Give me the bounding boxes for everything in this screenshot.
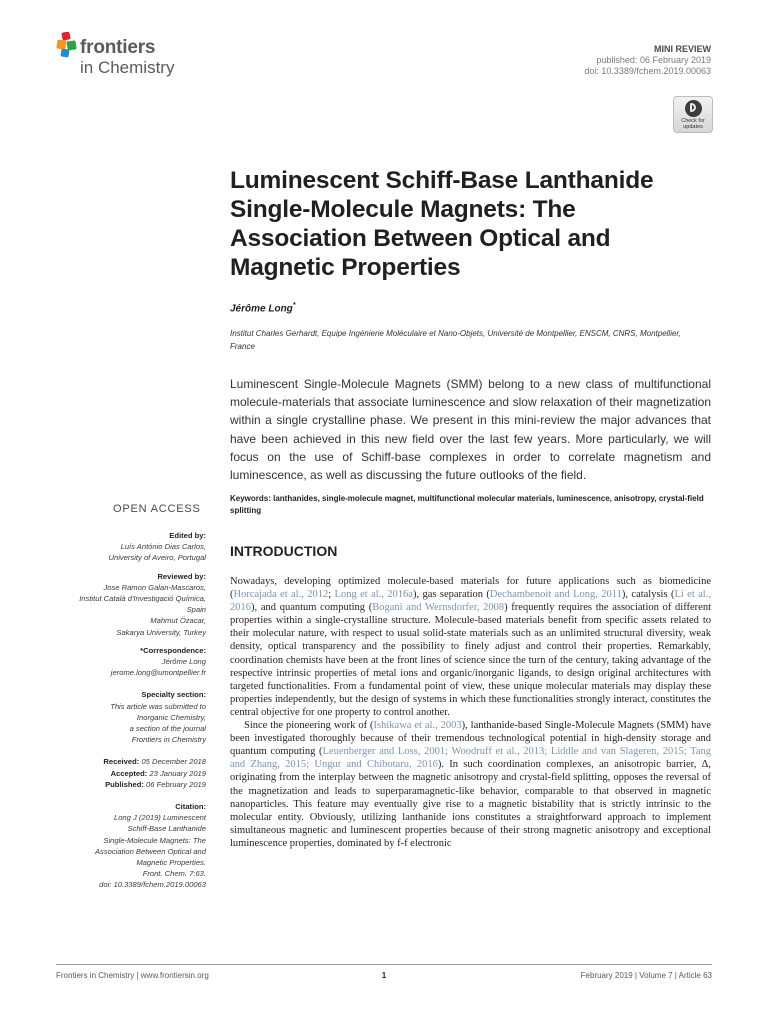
reference-link[interactable]: Horcajada et al., 2012 bbox=[233, 589, 329, 601]
citation-doi[interactable]: doi: 10.3389/fchem.2019.00063 bbox=[99, 880, 206, 890]
citation-label: Citation: bbox=[175, 802, 206, 812]
correspondence-label: *Correspondence: bbox=[140, 645, 206, 655]
introduction-heading: INTRODUCTION bbox=[230, 543, 338, 559]
reference-link[interactable]: Bogani and Wernsdorfer, 2008 bbox=[372, 602, 505, 614]
received-row bbox=[36, 756, 206, 767]
footer-divider bbox=[56, 964, 712, 965]
accepted-label: Accepted: bbox=[110, 768, 148, 778]
logo-word-journal: in Chemistry bbox=[80, 58, 175, 77]
check-updates-label: Check for updates bbox=[681, 118, 705, 130]
article-type: MINI REVIEW bbox=[653, 44, 711, 54]
frontiers-logo-icon bbox=[56, 32, 80, 58]
reference-link[interactable]: Leuenberger and Loss, 2001; Woodruff et al., 2013; Liddle and van Slageren, 2015; Tang and Zhang, 2015; Ungur and Chibotaru, 2016 bbox=[230, 746, 711, 771]
check-for-updates-button[interactable] bbox=[673, 96, 713, 133]
accepted-date: 23 January 2019 bbox=[149, 768, 206, 778]
reviewer-2-name: Mahmut Özacar, bbox=[150, 616, 206, 626]
citation-line-3: Single-Molecule Magnets: The bbox=[103, 835, 206, 845]
article-info-sidebar bbox=[36, 530, 206, 891]
citation-line-4: Association Between Optical and bbox=[94, 846, 206, 856]
author-name: Jérôme Long bbox=[230, 303, 293, 315]
editor-affiliation: University of Aveiro, Portugal bbox=[108, 553, 206, 563]
article-meta-header bbox=[584, 44, 711, 77]
specialty-line-2: Inorganic Chemistry, bbox=[136, 712, 206, 722]
published-label: Published: bbox=[105, 779, 144, 789]
page-number: 1 bbox=[381, 971, 387, 980]
abstract: Luminescent Single-Molecule Magnets (SMM) belong to a new class of multifunctional molecule-materials that associate luminescence and slow relaxation of their magnetization within a single crystalline phase. We present in this mini-review the major advances that have been achieved in this new field over the last few years. More particularly, we will focus on the use of Schiff-base complexes in order to correlate magnetism and luminescence, as well as discussing the future outlooks of the field. bbox=[230, 377, 711, 483]
reviewer-1-name: Jose Ramon Galan-Mascaros, bbox=[103, 582, 206, 592]
received-label: Received: bbox=[103, 757, 140, 767]
edited-by-label: Edited by: bbox=[169, 531, 206, 540]
footer-issue-info: February 2019 | Volume 7 | Article 63 bbox=[580, 971, 712, 980]
paragraph-1: Nowadays, developing optimized molecule-based materials for future applications such as biomedicine (Horcajada et al., 2012; Long et al., 2016a), gas separation (Dechambenoit and Long, 2011), catalysis (Li et al., 2016), and quantum computing (Bogani and Wernsdorfer, 2008) frequently requires the association of different properties within a single-crystalline structure. Molecule-based materials benefit from specific assets related to their molecular nature, with respect to usual solid-state materials such as an unlimited structural diversity, weak density, optical transparency and the possibility to finely adjust and control their properties. Remarkably, coordination chemists have been at the front lines of science since the turn of the century, taking advantage of the respective intrinsic properties of metal ions and organic/inorganic ligands, to design original architectures with targeted functionalities. From a fundamental point of view, these unique molecular materials may display these properties independently, but the design of systems in which these functionalities strongly interact, constitutes the central objective for one property to control another. bbox=[230, 576, 711, 718]
reference-link[interactable]: Dechambenoit and Long, 2011 bbox=[489, 589, 622, 601]
published-row bbox=[36, 779, 206, 790]
reviewer-2-affiliation: Sakarya University, Turkey bbox=[116, 627, 206, 637]
footer-journal-link[interactable]: Frontiers in Chemistry | www.frontiersin.org bbox=[56, 971, 209, 980]
correspondence-email[interactable]: jerome.long@umontpellier.fr bbox=[110, 668, 206, 678]
reference-link[interactable]: Li et al., 2016 bbox=[230, 589, 711, 614]
reference-link[interactable]: Ishikawa et al., 2003 bbox=[373, 720, 462, 732]
article-title: Luminescent Schiff-Base Lanthanide Single-Molecule Magnets: The Association Between Optical and Magnetic Properties bbox=[230, 167, 654, 281]
paragraph-2: Since the pioneering work of (Ishikawa et al., 2003), lanthanide-based Single-Molecule Magnets (SMM) have been investigated thoroughly because of their tremendous technological potential in high-density storage and quantum computing (Leuenberger and Loss, 2001; Woodruff et al., 2013; Liddle and van Slageren, 2015; Tang and Zhang, 2015; Ungur and Chibotaru, 2016). In such coordination complexes, an anisotropic barrier, Δ, originating from the interplay between the magnetic anisotropy and crystal-field splitting, opposes the reversal of the magnetization and leads to superparamagnetic-like behavior, comparable to that observed in magnetic nanoparticles. This feature may eventually give rise to a magnetic bistability that is strictly intrinsic to the molecular entity. Obviously, utilizing lanthanide ions constitutes a straightforward approach to implement simultaneous magnetic and luminescent properties because of their strong magnetic anisotropy and exceptional luminescence properties, dominated by f-f electronic bbox=[230, 720, 711, 849]
citation-line-6: Front. Chem. 7:63. bbox=[142, 869, 206, 879]
published-date: published: 06 February 2019 bbox=[596, 55, 711, 65]
open-access-label: OPEN ACCESS bbox=[113, 503, 201, 515]
doi[interactable]: doi: 10.3389/fchem.2019.00063 bbox=[584, 66, 711, 76]
reviewer-1-affiliation: Institut Català d'Investigació Química, bbox=[79, 594, 206, 604]
author-correspondence-mark: * bbox=[292, 302, 296, 309]
specialty-line-4: Frontiers in Chemistry bbox=[131, 735, 206, 745]
received-date: 05 December 2018 bbox=[141, 757, 206, 767]
specialty-line-1: This article was submitted to bbox=[110, 701, 206, 711]
journal-logo[interactable] bbox=[56, 32, 196, 80]
citation-line-2: Schiff-Base Lanthanide bbox=[127, 824, 206, 834]
citation-line-1: Long J (2019) Luminescent bbox=[113, 813, 206, 823]
reference-link[interactable]: Long et al., 2016a bbox=[334, 589, 413, 601]
author[interactable] bbox=[230, 302, 296, 314]
specialty-line-3: a section of the journal bbox=[129, 724, 206, 734]
logo-word-frontiers: frontiers bbox=[80, 37, 156, 58]
accepted-row bbox=[36, 768, 206, 779]
correspondence-name: Jérôme Long bbox=[161, 657, 206, 667]
editor-name: Luís António Dias Carlos, bbox=[120, 542, 206, 552]
body-text bbox=[230, 575, 711, 850]
published-date-sidebar: 06 February 2019 bbox=[146, 779, 206, 789]
check-updates-icon bbox=[685, 100, 702, 117]
reviewed-by-label: Reviewed by: bbox=[157, 571, 206, 581]
keywords: Keywords: lanthanides, single-molecule magnet, multifunctional molecular materials, luminescence, anisotropy, crystal-field splitting bbox=[230, 494, 704, 515]
affiliation: Institut Charles Gerhardt, Equipe Ingénierie Moléculaire et Nano-Objets, Université de Montpellier, ENSCM, CNRS, Montpellier, France bbox=[230, 329, 681, 351]
specialty-section-label: Specialty section: bbox=[141, 690, 206, 700]
citation-line-5: Magnetic Properties. bbox=[136, 858, 206, 868]
reviewer-1-country: Spain bbox=[186, 605, 206, 615]
